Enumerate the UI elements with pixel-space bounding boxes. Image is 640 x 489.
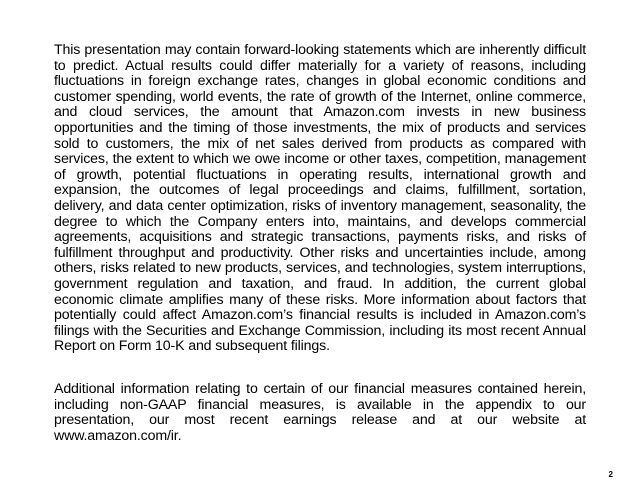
non-gaap-information-paragraph: Additional information relating to certain of our financial measures contained herein, including non-GAAP financial measures, is available in the appendix to our presentation, our most recent earnings release and at our website at www.amazon.com/ir. bbox=[54, 381, 586, 444]
page-number: 2 bbox=[608, 470, 613, 479]
forward-looking-statements-paragraph: This presentation may contain forward-looking statements which are inherently difficult to predict. Actual results could differ materially for a variety of reasons, including fluctuations in foreign exchange rates, changes in global economic conditions and customer spending, world events, the rate of growth of the Internet, online commerce, and cloud services, the amount that Amazon.com invests in new business opportunities and the timing of those investments, the mix of products and services sold to customers, the mix of net sales derived from products as compared with services, the extent to which we owe income or other taxes, competition, management of growth, potential fluctuations in operating results, international growth and expansion, the outcomes of legal proceedings and claims, fulfillment, sortation, delivery, and data center optimization, risks of inventory management, seasonality, the degree to which the Company enters into, maintains, and develops commercial agreements, acquisitions and strategic transactions, payments risks, and risks of fulfillment throughput and productivity. Other risks and uncertainties include, among others, risks related to new products, services, and technologies, system interruptions, government regulation and taxation, and fraud. In addition, the current global economic climate amplifies many of these risks. More information about factors that potentially could affect Amazon.com’s financial results is included in Amazon.com’s filings with the Securities and Exchange Commission, including its most recent Annual Report on Form 10-K and subsequent filings. bbox=[54, 42, 586, 355]
